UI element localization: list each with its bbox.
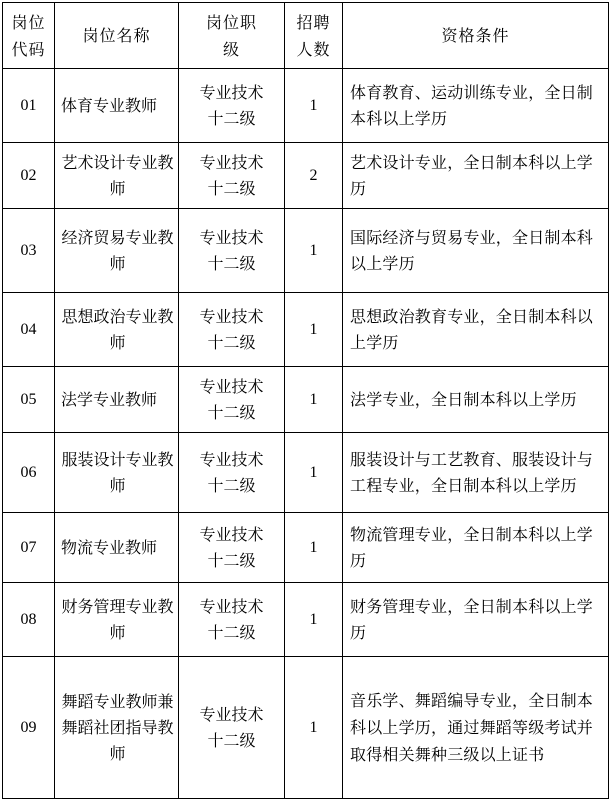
post-level: 专业技术十二级 (179, 583, 285, 657)
post-qualification: 法学专业，全日制本科以上学历 (343, 367, 609, 433)
post-code: 08 (3, 583, 55, 657)
post-count: 1 (285, 209, 343, 293)
header-count: 招聘人数 (285, 3, 343, 69)
header-row (3, 3, 609, 69)
post-count: 1 (285, 433, 343, 513)
post-name: 物流专业教师 (55, 513, 179, 583)
post-level: 专业技术十二级 (179, 69, 285, 143)
post-name: 法学专业教师 (55, 367, 179, 433)
post-code: 06 (3, 433, 55, 513)
post-code: 03 (3, 209, 55, 293)
post-qualification: 服装设计与工艺教育、服装设计与工程专业，全日制本科以上学历 (343, 433, 609, 513)
post-name: 思想政治专业教师 (55, 293, 179, 367)
header-code: 岗位代码 (3, 3, 55, 69)
post-count: 1 (285, 69, 343, 143)
header-level: 岗位职级 (179, 3, 285, 69)
post-level: 专业技术十二级 (179, 433, 285, 513)
table-row (3, 143, 609, 209)
post-qualification: 体育教育、运动训练专业，全日制本科以上学历 (343, 69, 609, 143)
post-qualification: 财务管理专业，全日制本科以上学历 (343, 583, 609, 657)
table-row (3, 293, 609, 367)
post-level: 专业技术十二级 (179, 143, 285, 209)
table-row (3, 583, 609, 657)
table-row (3, 367, 609, 433)
post-qualification: 思想政治教育专业，全日制本科以上学历 (343, 293, 609, 367)
post-name: 体育专业教师 (55, 69, 179, 143)
post-name: 舞蹈专业教师兼舞蹈社团指导教师 (55, 657, 179, 799)
post-qualification: 物流管理专业，全日制本科以上学历 (343, 513, 609, 583)
post-code: 01 (3, 69, 55, 143)
post-qualification: 音乐学、舞蹈编导专业，全日制本科以上学历，通过舞蹈等级考试并取得相关舞种三级以上证书 (343, 657, 609, 799)
post-qualification: 艺术设计专业，全日制本科以上学历 (343, 143, 609, 209)
recruitment-table (2, 2, 609, 799)
post-count: 1 (285, 513, 343, 583)
table-row (3, 209, 609, 293)
post-level: 专业技术十二级 (179, 367, 285, 433)
post-count: 1 (285, 293, 343, 367)
post-count: 2 (285, 143, 343, 209)
post-level: 专业技术十二级 (179, 209, 285, 293)
post-level: 专业技术十二级 (179, 513, 285, 583)
post-name: 艺术设计专业教师 (55, 143, 179, 209)
table-row (3, 657, 609, 799)
post-name: 服装设计专业教师 (55, 433, 179, 513)
post-count: 1 (285, 657, 343, 799)
post-count: 1 (285, 367, 343, 433)
table-row (3, 69, 609, 143)
post-count: 1 (285, 583, 343, 657)
post-code: 04 (3, 293, 55, 367)
post-name: 经济贸易专业教师 (55, 209, 179, 293)
header-name: 岗位名称 (55, 3, 179, 69)
post-qualification: 国际经济与贸易专业，全日制本科以上学历 (343, 209, 609, 293)
post-level: 专业技术十二级 (179, 657, 285, 799)
table-row (3, 513, 609, 583)
post-name: 财务管理专业教师 (55, 583, 179, 657)
post-code: 07 (3, 513, 55, 583)
table-row (3, 433, 609, 513)
post-code: 05 (3, 367, 55, 433)
post-code: 02 (3, 143, 55, 209)
post-level: 专业技术十二级 (179, 293, 285, 367)
post-code: 09 (3, 657, 55, 799)
header-qualification: 资格条件 (343, 3, 609, 69)
